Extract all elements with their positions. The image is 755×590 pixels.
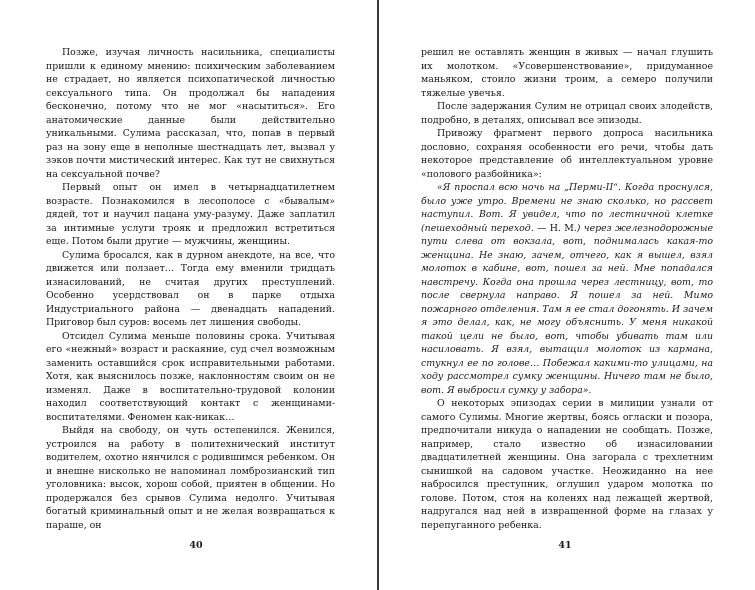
left-paragraph-5: Выйдя на свободу, он чуть остепенился. Женился, устроился на работу в политехнический институт водителем, охотно нянчился с родившимся ребенком. Он и внешне нисколько не напоминал ломброзианский тип уголовника: высок, хорош собой, приятен в общении. Но продержался без срывов Сулима недолго. Учитывая богатый криминальный опыт и не желая возвращаться к параше, он	[46, 425, 335, 531]
left-paragraph-3: Сулима бросался, как в дурном анекдоте, на все, что движется или ползает… Тогда ему вменили тридцать изнасилований, не считая других преступлений. Особенно усердствовал он в парке отдыха Индустриального района — двенадцать нападений. Приговор был суров: восемь лет лишения свободы.	[46, 249, 335, 328]
left-page-text	[46, 46, 335, 532]
right-page-number: 41	[558, 540, 572, 551]
interrogation-quote	[421, 181, 713, 397]
right-page	[379, 0, 755, 590]
right-page-text	[421, 46, 713, 532]
left-page	[0, 0, 377, 590]
right-closing-paragraph: О некоторых эпизодах серии в милиции узнали от самого Сулимы. Многие жертвы, боясь огласки и позора, предпочитали никуда о нападении не сообщать. Позже, например, стало известно об изнасиловании двадцатилетней женщины. Она загорала с трехлетним сынишкой на садовом участке. Неожиданно на нее набросился преступник, оглушил ударом молотка по голове. Потом, стоя на коленях над лежащей жертвой, надругался над ней в извращенной форме на глазах у перепуганного ребенка.	[421, 398, 713, 531]
quote-part-2: ) через железнодорожные пути слева от вокзала, вот, поднималась какая-то женщина. Не знаю, зачем, отчего, как я вышел, взял молоток в кабине, вот, пошел за ней. Мне попадался навстречу. Когда она прошла через лестницу, вот, то после свернула направо. Я пошел за ней. Мимо пожарного отделения. Там я ее стал догонять. И зачем я это делал, как, не могу объяснить. У меня никакой такой цели не было, вот, чтобы убивать там или насиловать. Я взял, вытащил молоток из кармана, стукнул ее по голове… Побежал какими-то улицами, на ходу рассмотрел сумку женщины. Ничего там не было, вот. Я выбросил сумку у забора».	[421, 222, 714, 396]
quote-part-1: «Я проспал всю ночь на „Перми-II“. Когда проснулся, было уже утро. Времени не знаю сколько, но рассвет наступил. Вот. Я увидел, что по лестничной клетке (пешеходный переход. —	[421, 182, 713, 234]
left-paragraph-2: Первый опыт он имел в четырнадцатилетнем возрасте. Познакомился в лесополосе с «бывалым» дядей, тот и научил пацана уму-разуму. Даже заплатил за интимные услуги трояк и предложил встретиться еще. Потом были другие — мужчины, женщины.	[46, 182, 335, 247]
right-paragraph-1: После задержания Сулим не отрицал своих злодейств, подробно, в деталях, описывал все эпизоды.	[421, 101, 713, 126]
quote-author-initials: Н. М.	[549, 222, 577, 234]
right-continuation: решил не оставлять женщин в живых — начал глушить их молотком. «Усовершенствование», придуманное маньяком, стоило жизни троим, а семеро получили тяжелые увечья.	[421, 47, 713, 99]
left-page-number: 40	[189, 540, 203, 551]
left-paragraph-4: Отсидел Сулима меньше половины срока. Учитывая его «нежный» возраст и раскаяние, суд счел возможным заменить оставшийся срок исправительными работами. Хотя, как выяснилось позже, наклонностям своим он не изменял. Даже в воспитательно-трудовой колонии находил соответствующий контакт с женщинами-воспитателями. Феномен как-никак…	[46, 330, 335, 423]
right-paragraph-2: Привожу фрагмент первого допроса насильника дословно, сохраняя особенности его речи, чтобы дать некоторое представление об интеллектуальном уровне «полового разбойника»:	[421, 128, 713, 180]
left-paragraph-1: Позже, изучая личность насильника, специалисты пришли к единому мнению: психическим заболеванием не страдает, но является психопатической личностью сексуального типа. Он продолжал бы нападения бесконечно, потому что не мог «насытиться». Его анатомические данные были действительно уникальными. Сулима рассказал, что, попав в первый раз на зону еще в неполные шестнадцать лет, вызвал у зэков почти мистический интерес. Как тут не свихнуться на сексуальной почве?	[46, 47, 335, 180]
